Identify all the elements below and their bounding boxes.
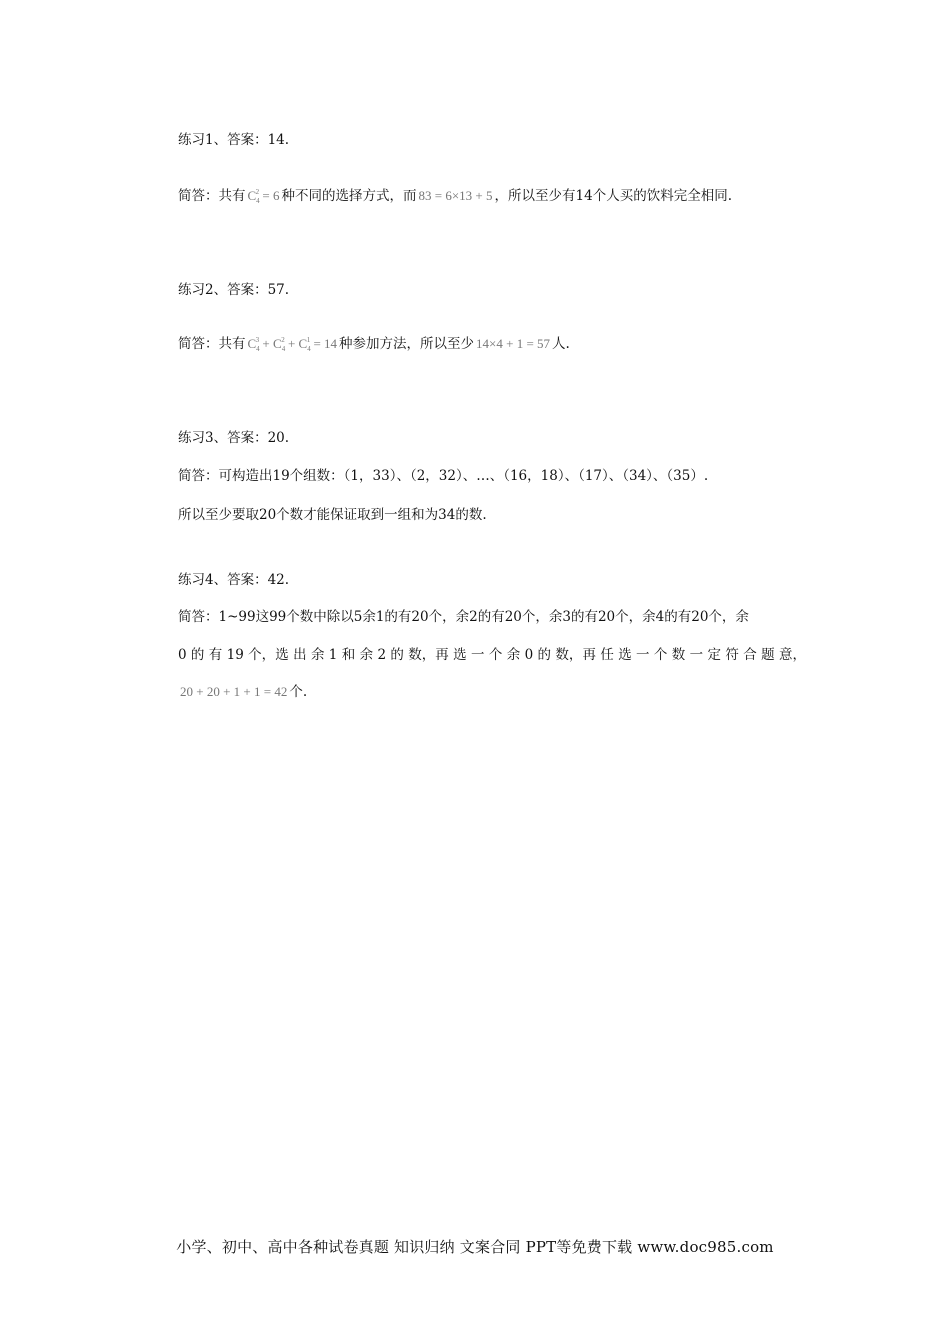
answer-prefix: 简答：共有 <box>178 188 246 204</box>
exercise-3-answer-line-2: 所以至少要取20个数才能保证取到一组和为34的数. <box>178 507 487 523</box>
answer-suffix: 个. <box>289 684 308 700</box>
combination-formula: $C_4^2 = 6$ <box>247 188 280 205</box>
sum-formula: 20 + 20 + 1 + 1 = 42 <box>180 684 288 699</box>
exercise-1-answer <box>178 186 732 208</box>
answer-suffix: 人. <box>552 336 570 352</box>
answer-middle: 种不同的选择方式，而 <box>281 188 417 204</box>
count-formula: 14×4 + 1 = 57 <box>476 336 551 351</box>
exercise-4-answer-line-2: 0 的 有 19 个，选 出 余 1 和 余 2 的 数，再 选 一 个 余 0 的 数，再 任 选 一 个 数 一 定 符 合 题 意， <box>178 647 806 663</box>
exercise-4-answer-line-3 <box>178 682 307 702</box>
answer-prefix: 简答：共有 <box>178 336 246 352</box>
page-footer: 小学、初中、高中各种试卷真题 知识归纳 文案合同 PPT等免费下载 www.doc985.com <box>176 1238 774 1256</box>
exercise-1-title: 练习1、答案：14. <box>178 132 290 148</box>
exercise-4-answer-line-1: 简答：1~99这99个数中除以5余1的有20个，余2的有20个，余3的有20个，余4的有20个，余 <box>178 609 749 625</box>
division-formula: 83 = 6×13 + 5 <box>418 188 493 203</box>
exercise-2-answer <box>178 334 570 356</box>
answer-middle: 种参加方法，所以至少 <box>339 336 475 352</box>
combination-sum-formula: $C_4^3 + C_4^2 + C_4^1 = 14$ <box>247 336 338 353</box>
answer-suffix: ，所以至少有14个人买的饮料完全相同. <box>494 188 732 204</box>
exercise-3-title: 练习3、答案：20. <box>178 430 290 446</box>
exercise-3-answer-line-1: 简答：可构造出19个组数：（1，33）、（2，32）、…、（16，18）、（17）、（34）、（35）. <box>178 468 709 484</box>
exercise-2-title: 练习2、答案：57. <box>178 282 290 298</box>
exercise-4-title: 练习4、答案：42. <box>178 572 290 588</box>
